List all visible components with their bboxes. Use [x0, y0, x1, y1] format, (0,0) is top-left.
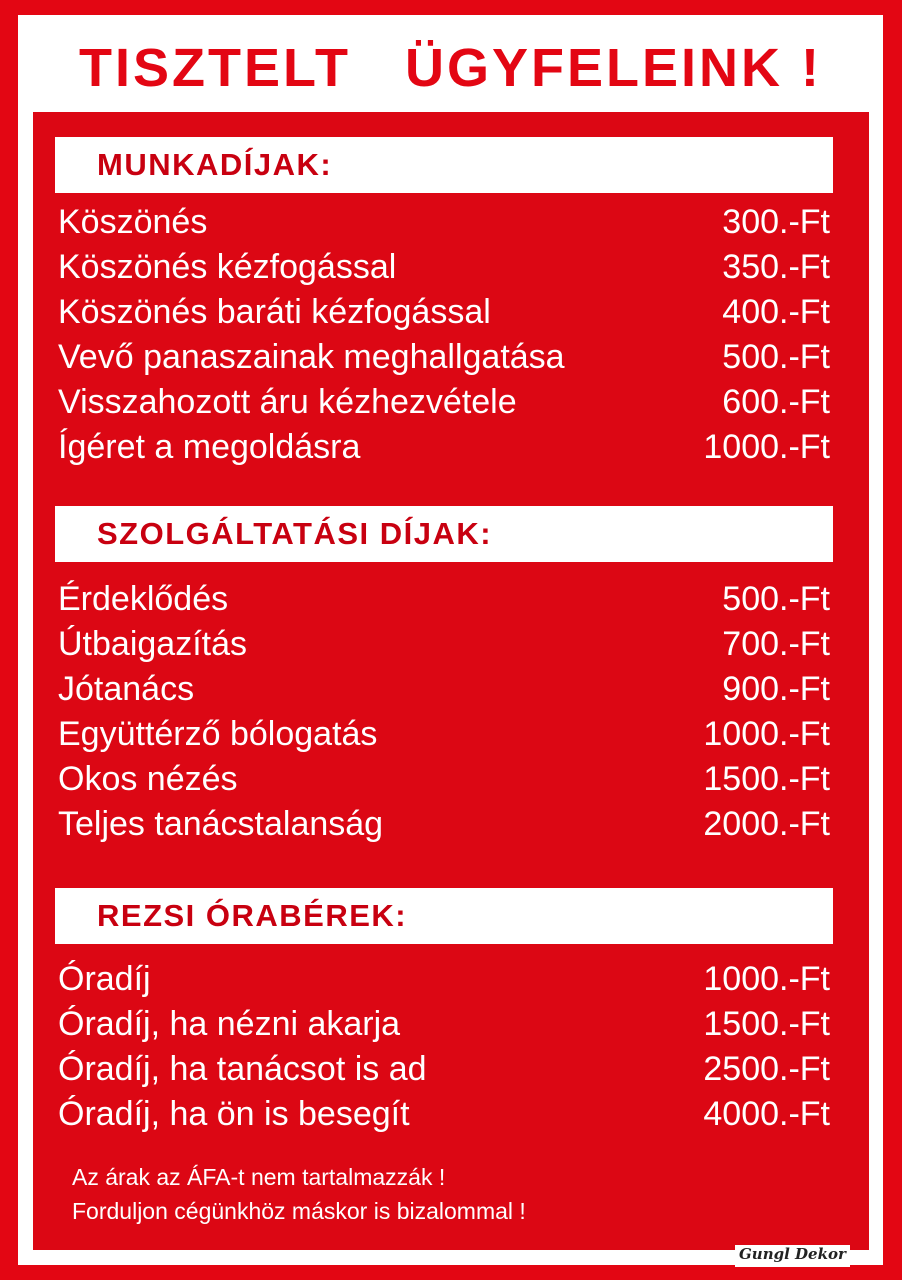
section-header-rezsi-oraberek: [55, 888, 833, 944]
price-row: [58, 802, 830, 847]
price-row: [58, 1002, 830, 1047]
service-price: 500.-Ft: [722, 338, 830, 376]
service-label: Óradíj, ha tanácsot is ad: [58, 1050, 427, 1088]
sign-title: TISZTELT ÜGYFELEINK !: [79, 38, 822, 98]
price-list-munkadijak: [58, 200, 830, 470]
footer-trust-note: Forduljon cégünkhöz máskor is bizalommal !: [72, 1198, 526, 1224]
service-price: 900.-Ft: [722, 670, 830, 708]
service-price: 1000.-Ft: [703, 960, 830, 998]
price-row: [58, 622, 830, 667]
price-row: [58, 380, 830, 425]
price-row: [58, 290, 830, 335]
section-header-szolgaltatasi-dijak: [55, 506, 833, 562]
service-price: 2000.-Ft: [703, 805, 830, 843]
price-list-szolgaltatasi-dijak: [58, 577, 830, 847]
section-heading: SZOLGÁLTATÁSI DÍJAK:: [97, 516, 493, 551]
service-price: 400.-Ft: [722, 293, 830, 331]
footer-notes: [72, 1160, 772, 1228]
service-label: Teljes tanácstalanság: [58, 805, 384, 843]
price-row: [58, 667, 830, 712]
service-label: Köszönés baráti kézfogással: [58, 293, 491, 331]
section-heading: REZSI ÓRABÉREK:: [97, 898, 408, 933]
service-price: 4000.-Ft: [703, 1095, 830, 1133]
service-label: Ígéret a megoldásra: [58, 428, 361, 466]
service-label: Óradíj: [58, 960, 151, 998]
maker-signature: Gungl Dekor: [735, 1245, 850, 1267]
service-label: Visszahozott áru kézhezvétele: [58, 383, 517, 421]
section-heading: MUNKADÍJAK:: [97, 147, 333, 182]
service-price: 1000.-Ft: [703, 428, 830, 466]
service-label: Vevő panaszainak meghallgatása: [58, 338, 565, 376]
footer-vat-note: Az árak az ÁFA-t nem tartalmazzák !: [72, 1164, 446, 1190]
price-row: [58, 1047, 830, 1092]
section-header-munkadijak: [55, 137, 833, 193]
price-row: [58, 425, 830, 470]
service-price: 1500.-Ft: [703, 1005, 830, 1043]
service-label: Köszönés kézfogással: [58, 248, 397, 286]
service-label: Útbaigazítás: [58, 625, 247, 663]
service-price: 350.-Ft: [722, 248, 830, 286]
price-row: [58, 757, 830, 802]
price-row: [58, 245, 830, 290]
price-row: [58, 335, 830, 380]
price-row: [58, 712, 830, 757]
service-label: Óradíj, ha nézni akarja: [58, 1005, 401, 1043]
price-row: [58, 1092, 830, 1137]
service-label: Óradíj, ha ön is besegít: [58, 1095, 410, 1133]
service-price: 600.-Ft: [722, 383, 830, 421]
service-label: Okos nézés: [58, 760, 238, 798]
price-row: [58, 200, 830, 245]
service-price: 1000.-Ft: [703, 715, 830, 753]
service-price: 2500.-Ft: [703, 1050, 830, 1088]
service-label: Köszönés: [58, 203, 208, 241]
service-price: 700.-Ft: [722, 625, 830, 663]
service-price: 1500.-Ft: [703, 760, 830, 798]
price-list-rezsi-oraberek: [58, 957, 830, 1137]
service-price: 500.-Ft: [722, 580, 830, 618]
price-row: [58, 957, 830, 1002]
service-label: Együttérző bólogatás: [58, 715, 378, 753]
service-label: Jótanács: [58, 670, 195, 708]
service-label: Érdeklődés: [58, 580, 229, 618]
service-price: 300.-Ft: [722, 203, 830, 241]
price-row: [58, 577, 830, 622]
